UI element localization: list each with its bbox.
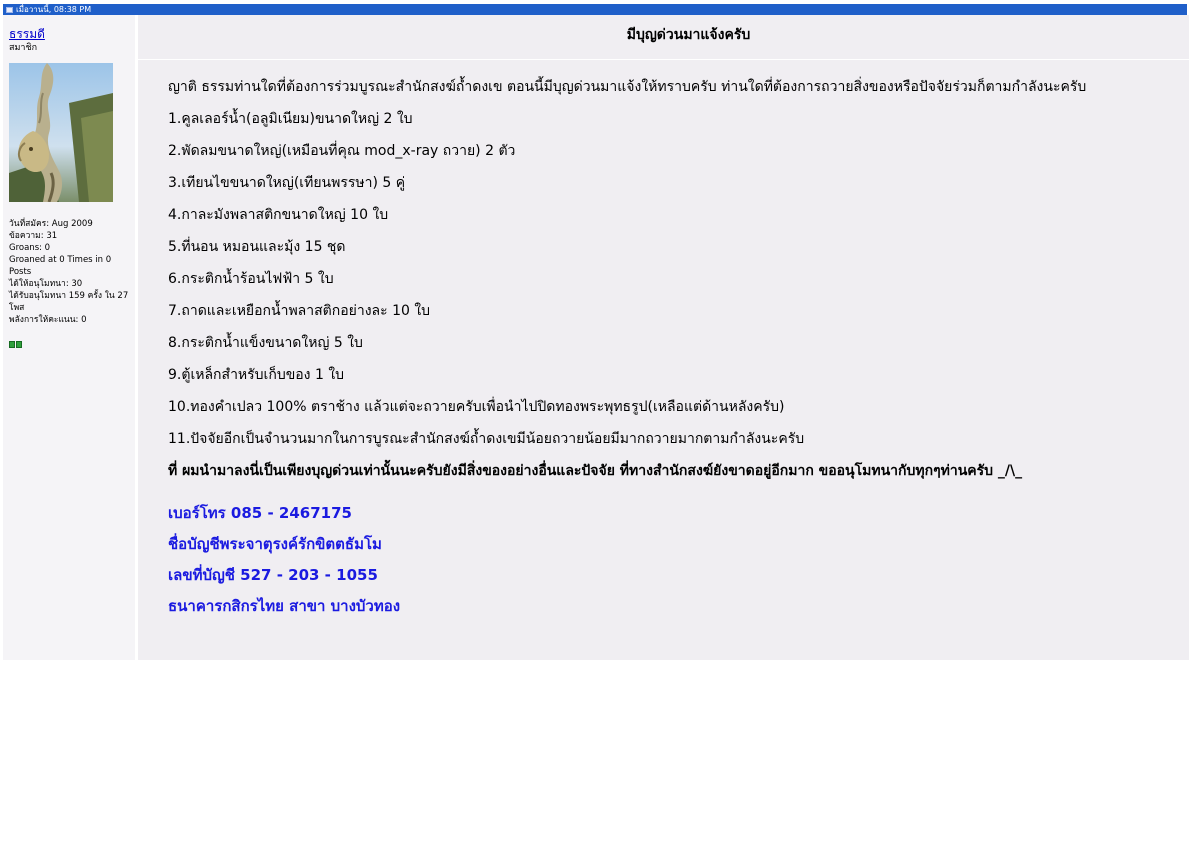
avatar-image bbox=[9, 63, 113, 202]
post-body-column bbox=[138, 15, 1189, 660]
list-item: 11.ปัจจัยอีกเป็นจำนวนมากในการบูรณะสำนักสงฆ์ถ้ำดงเขมีน้อยถวายน้อยมีมากถวายมากตามกำลังนะครับ bbox=[168, 431, 805, 447]
list-item: 2.พัดลมขนาดใหญ่(เหมือนที่คุณ mod_x-ray ถวาย) 2 ตัว bbox=[168, 143, 516, 159]
author-stats bbox=[9, 218, 129, 326]
list-item: 7.ถาดและเหยือกน้ำพลาสติกอย่างละ 10 ใบ bbox=[168, 303, 431, 319]
stat-groaned-at: Groaned at 0 Times in 0 Posts bbox=[9, 255, 112, 277]
list-item: 4.กาละมังพลาสติกขนาดใหญ่ 10 ใบ bbox=[168, 207, 389, 223]
contact-phone: เบอร์โทร 085 - 2467175 bbox=[168, 504, 352, 522]
post-title-row bbox=[138, 15, 1189, 60]
list-item: 8.กระติกน้ำแข็งขนาดใหญ่ 5 ใบ bbox=[168, 335, 363, 351]
post-icon bbox=[6, 7, 13, 13]
list-item: 9.ตู้เหล็กสำหรับเก็บของ 1 ใบ bbox=[168, 367, 345, 383]
list-item: 10.ทองคำเปลว 100% ตราช้าง แล้วแต่จะถวายครับเพื่อนำไปปิดทองพระพุทธรูป(เหลือแต่ด้านหลังครับ) bbox=[168, 399, 785, 415]
post-date: เมื่อวานนี้, 08:38 PM bbox=[16, 5, 92, 14]
author-rank: สมาชิก bbox=[9, 43, 38, 53]
author-username[interactable]: ธรรมดี bbox=[9, 27, 45, 41]
stat-rep-power: พลังการให้คะแนน: 0 bbox=[9, 315, 87, 325]
stat-posts: ข้อความ: 31 bbox=[9, 231, 58, 241]
reputation-icon bbox=[9, 333, 23, 352]
avatar[interactable] bbox=[9, 63, 113, 202]
stat-join-date: วันที่สมัคร: Aug 2009 bbox=[9, 219, 93, 229]
contact-account-number: เลขที่บัญชี 527 - 203 - 1055 bbox=[168, 566, 378, 584]
contact-account-name: ชื่อบัญชีพระจาตุรงค์รักขิตตธัมโม bbox=[168, 535, 382, 553]
post-title: มีบุญด่วนมาแจ้งครับ bbox=[626, 27, 751, 43]
list-item: 6.กระติกน้ำร้อนไฟฟ้า 5 ใบ bbox=[168, 271, 334, 287]
post-header-bar bbox=[3, 4, 1187, 15]
post-intro: ญาติ ธรรมท่านใดที่ต้องการร่วมบูรณะสำนักสงฆ์ถ้ำดงเข ตอนนี้มีบุญด่วนมาแจ้งให้ทราบครับ ท่านใดที่ต้องการถวายสิ่งของหรือปัจจัยร่วมก็ตามกำลังนะครับ bbox=[168, 79, 1087, 95]
list-item: 3.เทียนไขขนาดใหญ่(เทียนพรรษา) 5 คู่ bbox=[168, 175, 406, 191]
stat-thanks-received: ได้รับอนุโมทนา 159 ครั้ง ใน 27 โพส bbox=[9, 291, 129, 313]
post-closing: ที่ ผมนำมาลงนี่เป็นเพียงบุญด่วนเท่านั้นนะครับยังมีสิ่งของอย่างอื่นและปัจจัย ที่ทางสำนักสงฆ์ยังขาดอยู่อีกมาก ขออนุโมทนากับทุกๆท่านครับ _/\_ bbox=[168, 463, 1023, 479]
author-column bbox=[3, 15, 135, 660]
post-container bbox=[3, 15, 1189, 660]
stat-thanks-given: ได้ให้อนุโมทนา: 30 bbox=[9, 279, 83, 289]
post-content bbox=[168, 79, 1189, 629]
contact-bank: ธนาคารกสิกรไทย สาขา บางบัวทอง bbox=[168, 597, 401, 615]
stat-groans: Groans: 0 bbox=[9, 243, 51, 253]
list-item: 5.ที่นอน หมอนและมุ้ง 15 ชุด bbox=[168, 239, 346, 255]
list-item: 1.คูลเลอร์น้ำ(อลูมิเนียม)ขนาดใหญ่ 2 ใบ bbox=[168, 111, 413, 127]
